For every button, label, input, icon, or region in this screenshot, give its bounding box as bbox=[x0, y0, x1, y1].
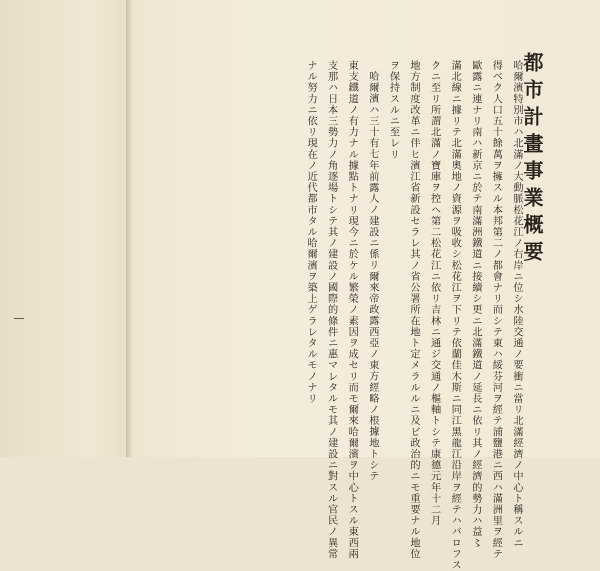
text-column: 哈爾濱ハ三十有七年前露人ノ建設ニ係リ爾來帝政露西亞ノ東方經略ノ根據地トシテ bbox=[366, 71, 378, 482]
text-column: クニ至リ所謂北滿ノ寶庫ヲ控ヘ第二松花江ニ依リ吉林ニ通ジ交通ノ樞軸トシテ康德元年十二月 bbox=[428, 60, 440, 527]
text-column: 歐露ニ連ナリ南ハ新京ニ於テ南滿洲鐵道ニ接續シ更ニ北滿鐵道ノ延長ニ依リ其ノ經濟的勢力ハ益〻 bbox=[469, 60, 481, 549]
text-column: 哈爾濱特別市ハ北滿ノ大動脈松花江ノ右岸ニ位シ水陸交通ノ要衝ニ當リ北滿經濟ノ中心ト稱スルニ bbox=[511, 60, 522, 549]
text-column: 得ベク人口五十餘萬ヲ擁スル本邦第二ノ都會ナリ而シテ東ハ綏芬河ヲ經テ浦鹽港ニ西ハ滿洲里ヲ經テ bbox=[490, 60, 502, 560]
text-column: 東支鐵道ノ有力ナル據點トナリ現今ニ於ケル繁榮ノ素因ヲ成セリ而モ爾來哈爾濱ヲ中心トスル東西兩 bbox=[346, 60, 358, 560]
left-page bbox=[0, 0, 128, 457]
body-text bbox=[304, 60, 522, 571]
text-column: 地方制度改革ニ伴ヒ濱江省新設セラレ其ノ省公署所在地ト定メラルルニ及ビ政治的ニモ重要ナル地位 bbox=[408, 60, 420, 560]
text-column: 滿北線ニ據リテ北滿奧地ノ資源ヲ吸收シ松花江ヲ下リテ依蘭佳木斯ニ同江黑龍江沿岸ヲ經テハバロフス bbox=[449, 60, 461, 571]
text-column: 支那ハ日本三勢力ノ角逐場トシテ其ノ建設ノ國際的條件ニ惠マレタルモ其ノ建設ニ對スル官民ノ異常 bbox=[325, 60, 337, 560]
text-column: ナル努力ニ依リ現在ノ近代都市タル哈爾濱ヲ築上ゲラレタルモノナリ bbox=[305, 60, 317, 405]
margin-mark bbox=[14, 318, 24, 319]
page-title: 都市計畫事業概要 bbox=[520, 52, 544, 268]
text-column: ヲ保持スルニ至レリ bbox=[387, 60, 399, 160]
